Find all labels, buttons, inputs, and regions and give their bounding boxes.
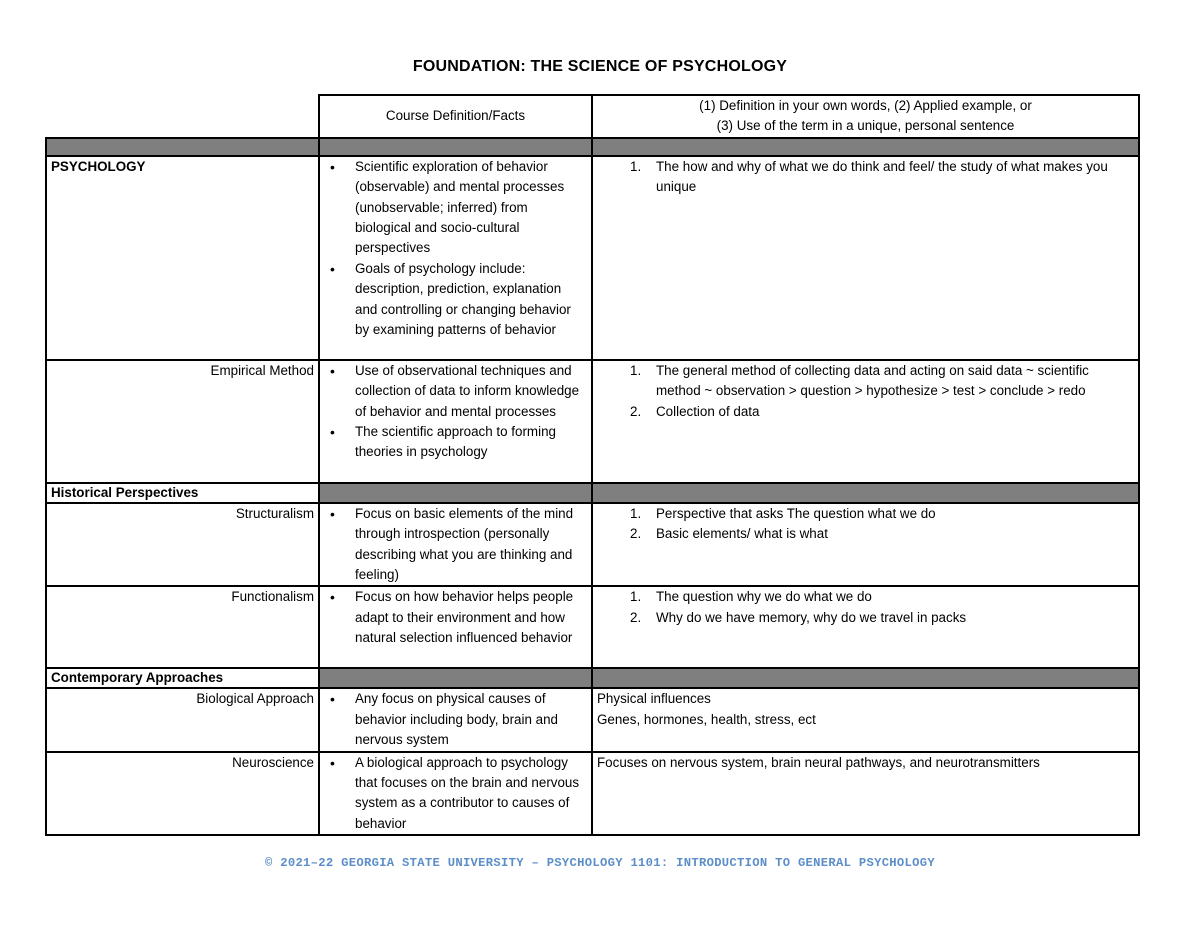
notes-functionalism — [592, 586, 1139, 668]
list-number: 1. — [630, 589, 642, 605]
fact-item: • The scientific approach to forming theories in psychology — [324, 422, 587, 463]
list-number: 1. — [630, 362, 642, 378]
section-band-row — [46, 138, 1139, 156]
header-own-words-line1: (1) Definition in your own words, (2) Applied example, or — [699, 98, 1032, 113]
note-text: Collection of data — [656, 403, 760, 419]
section-historical-perspectives: Historical Perspectives — [46, 483, 319, 503]
note-item — [597, 608, 1134, 628]
facts-neuroscience — [319, 752, 592, 836]
facts-empirical — [319, 360, 592, 483]
table-row — [46, 156, 1139, 360]
note-text: The how and why of what we do think and feel/ the study of what makes you unique — [656, 158, 1108, 195]
note-item — [597, 402, 1134, 422]
copyright-footer: © 2021–22 GEORGIA STATE UNIVERSITY – PSYCHOLOGY 1101: INTRODUCTION TO GENERAL PSYCHOLOGY — [264, 856, 935, 870]
facts-structuralism — [319, 503, 592, 587]
section-band-row — [46, 483, 1139, 503]
term-functionalism: Functionalism — [46, 586, 319, 668]
band-cell — [46, 138, 319, 156]
facts-psychology — [319, 156, 592, 360]
table-row — [46, 503, 1139, 587]
note-text: The general method of collecting data and acting on said data ~ scientific method ~ observation > question > hypothesize > test > conclude > redo — [656, 362, 1089, 399]
section-band-row — [46, 668, 1139, 688]
notes-structuralism — [592, 503, 1139, 587]
fact-item: • Scientific exploration of behavior (observable) and mental processes (unobservable; inferred) from biological and socio-cultural perspectives — [324, 157, 587, 259]
note-text: Why do we have memory, why do we travel in packs — [656, 609, 967, 625]
header-own-words-line2: (3) Use of the term in a unique, personal sentence — [716, 118, 1015, 134]
note-text: Physical influences — [597, 691, 711, 707]
note-text: Genes, hormones, health, stress, ect — [597, 711, 816, 727]
notes-biological — [592, 688, 1139, 751]
term-structuralism: Structuralism — [46, 503, 319, 587]
note-text: Perspective that asks The question what we do — [656, 505, 936, 521]
term-psychology: PSYCHOLOGY — [46, 156, 319, 360]
fact-item: • Goals of psychology include: description, prediction, explanation and controlling or changing behavior by examining patterns of behavior — [324, 259, 587, 341]
list-number: 2. — [630, 609, 642, 625]
facts-biological — [319, 688, 592, 751]
band-cell — [592, 668, 1139, 688]
note-text: Focuses on nervous system, brain neural pathways, and neurotransmitters — [597, 754, 1040, 770]
band-cell — [319, 668, 592, 688]
worksheet-table — [45, 94, 1140, 836]
note-text: The question why we do what we do — [656, 589, 872, 605]
note-item — [597, 361, 1134, 402]
note-item — [597, 504, 1134, 524]
notes-empirical — [592, 360, 1139, 483]
fact-item: • Any focus on physical causes of behavior including body, brain and nervous system — [324, 689, 587, 750]
note-item — [597, 157, 1134, 198]
note-item — [597, 587, 1134, 607]
band-cell — [319, 483, 592, 503]
table-header-row — [46, 95, 1139, 138]
table-row — [46, 688, 1139, 751]
fact-item: • A biological approach to psychology that focuses on the brain and nervous system as a contributor to causes of behavior — [324, 753, 587, 835]
fact-item: • Focus on basic elements of the mind through introspection (personally describing what you are thinking and feeling) — [324, 504, 587, 586]
header-blank-cell — [46, 95, 319, 138]
page-title: FOUNDATION: THE SCIENCE OF PSYCHOLOGY — [412, 58, 788, 75]
band-cell — [319, 138, 592, 156]
table-row — [46, 752, 1139, 836]
note-item — [597, 524, 1134, 544]
note-text: Basic elements/ what is what — [656, 526, 828, 542]
fact-item: • Focus on how behavior helps people adapt to their environment and how natural selection influenced behavior — [324, 587, 587, 648]
list-number: 2. — [630, 403, 642, 419]
list-number: 1. — [630, 505, 642, 521]
facts-functionalism — [319, 586, 592, 668]
list-number: 2. — [630, 526, 642, 542]
table-row — [46, 360, 1139, 483]
term-empirical-method: Empirical Method — [46, 360, 319, 483]
header-course-definition: Course Definition/Facts — [319, 95, 592, 138]
list-number: 1. — [630, 158, 642, 174]
notes-psychology — [592, 156, 1139, 360]
term-biological-approach: Biological Approach — [46, 688, 319, 751]
term-neuroscience: Neuroscience — [46, 752, 319, 836]
section-contemporary-approaches: Contemporary Approaches — [46, 668, 319, 688]
table-row — [46, 586, 1139, 668]
band-cell — [592, 483, 1139, 503]
header-own-words — [592, 95, 1139, 138]
fact-item: • Use of observational techniques and collection of data to inform knowledge of behavior and mental processes — [324, 361, 587, 422]
band-cell — [592, 138, 1139, 156]
notes-neuroscience — [592, 752, 1139, 836]
